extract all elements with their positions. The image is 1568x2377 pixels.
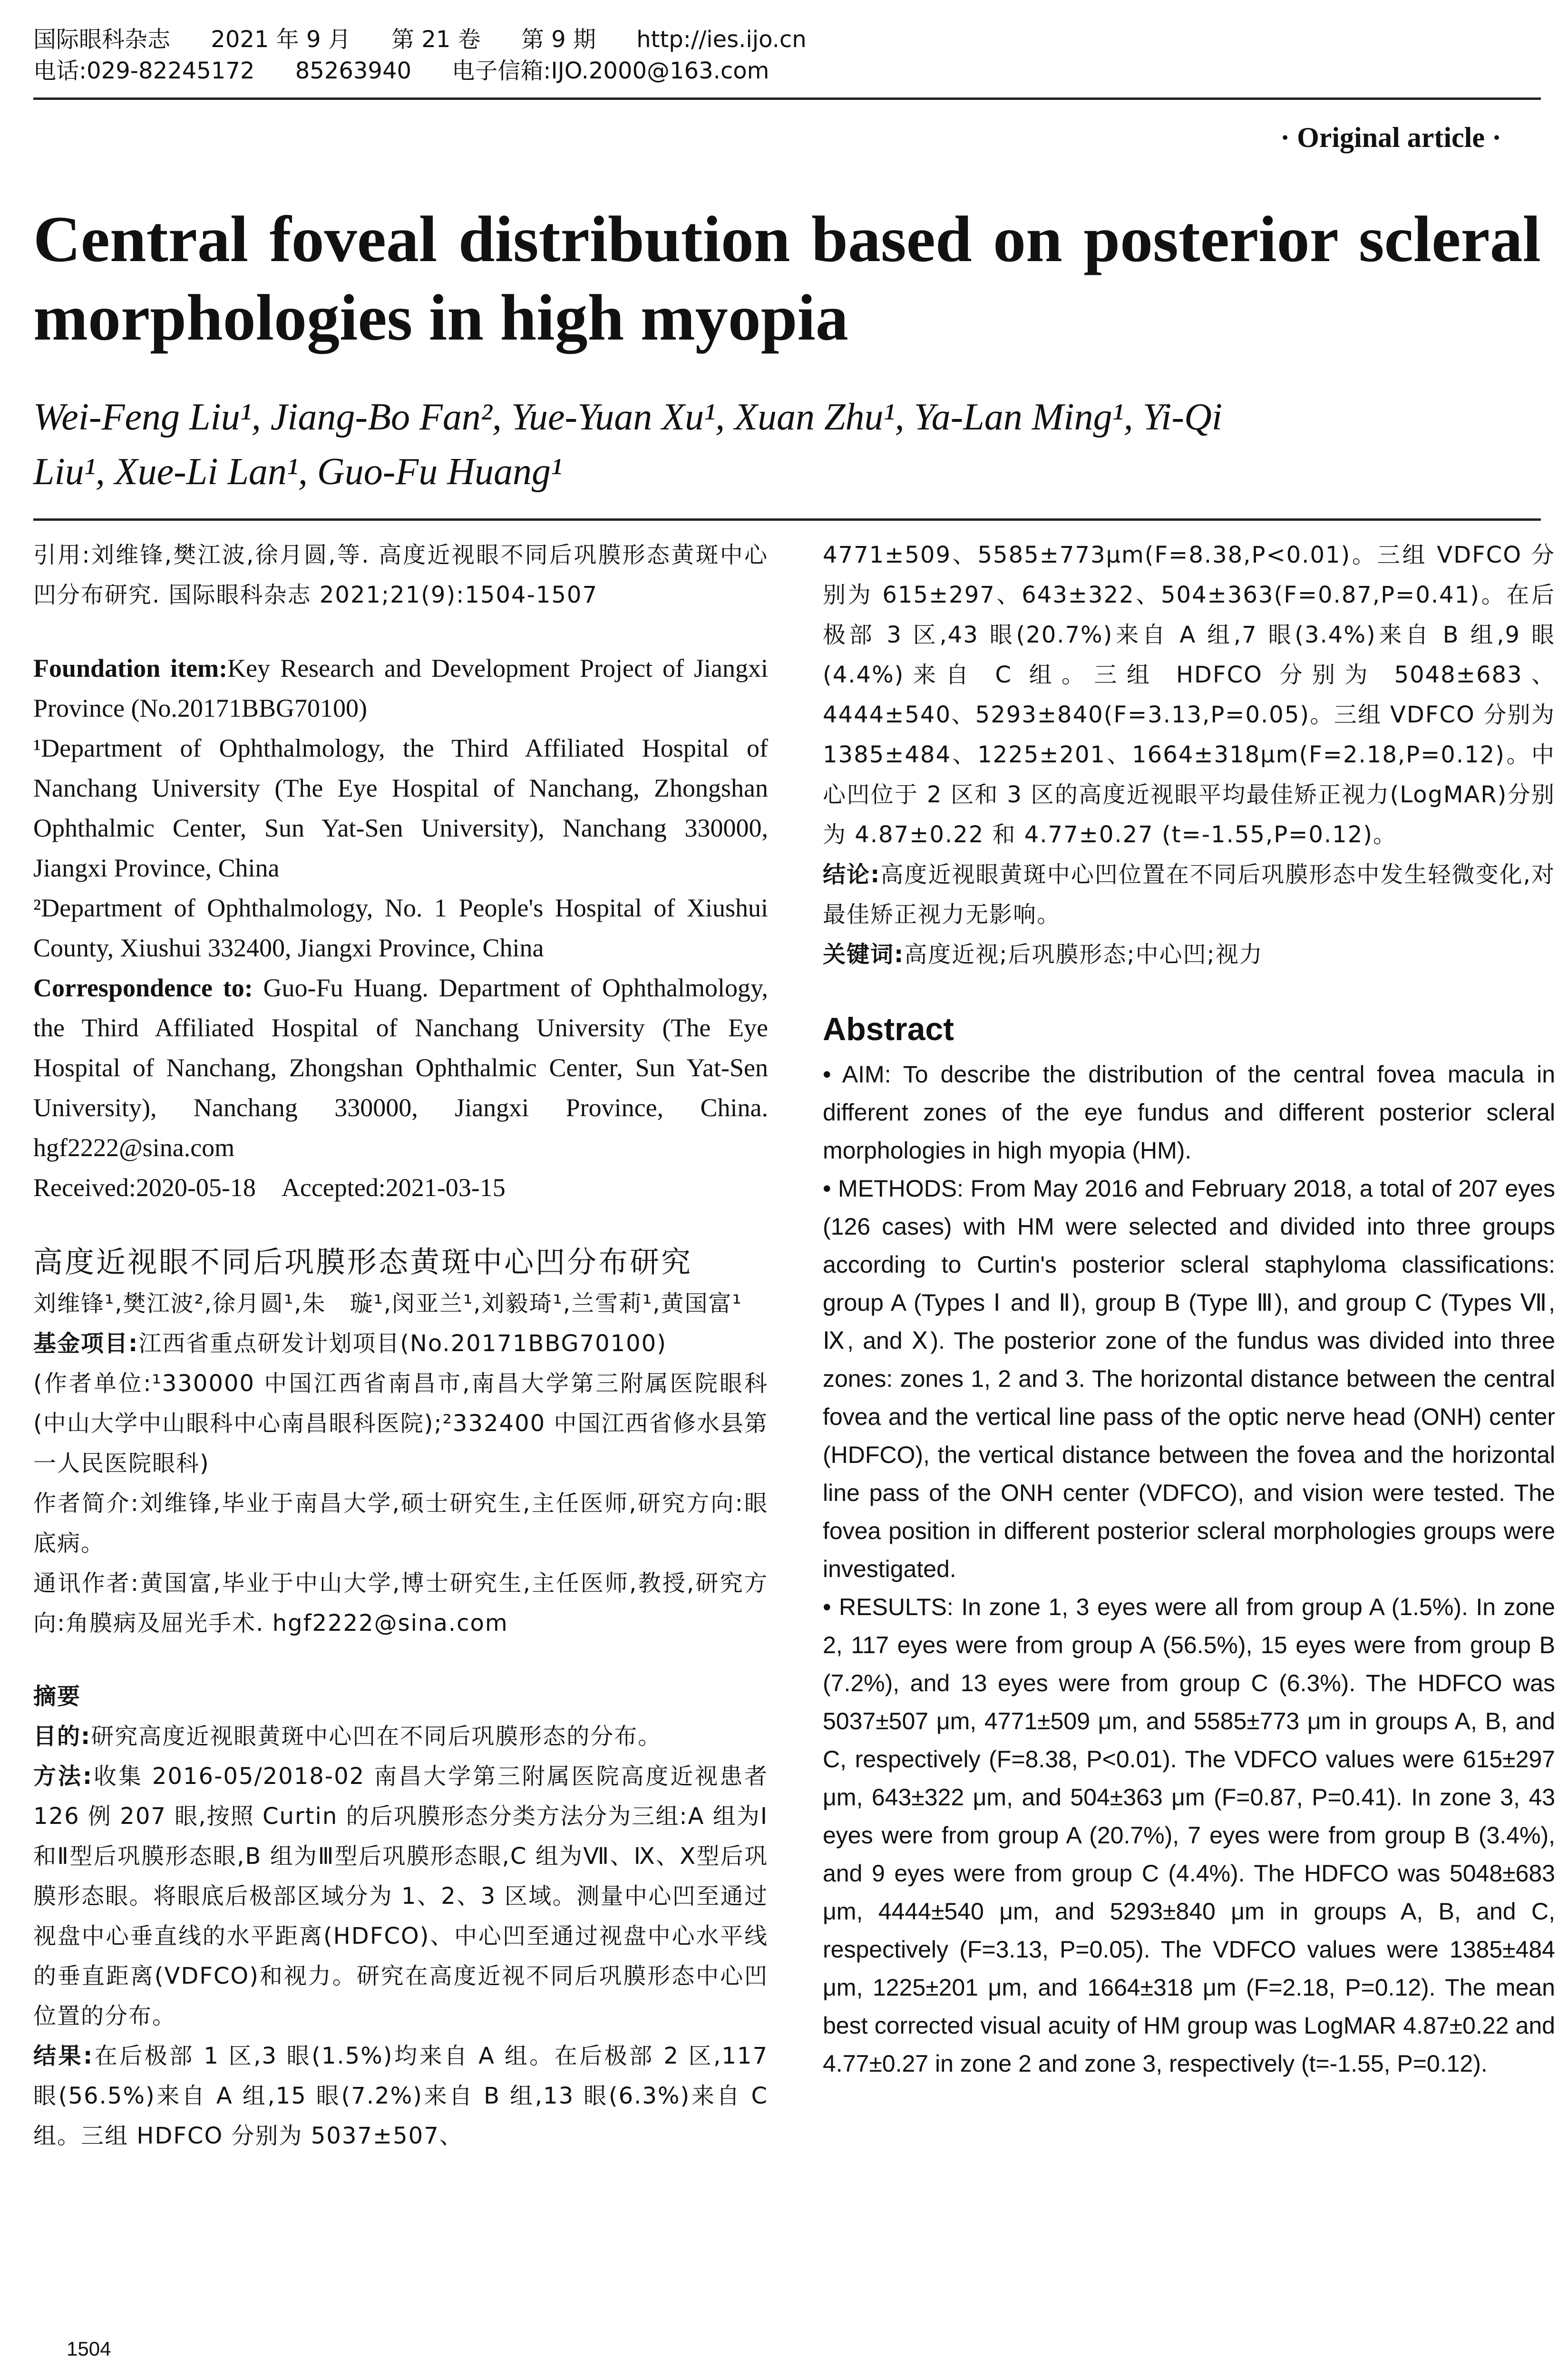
- abstract-heading: Abstract: [823, 1011, 954, 1047]
- journal-url[interactable]: http://ies.ijo.cn: [636, 26, 807, 53]
- author-line-2: Liu¹, Xue-Li Lan¹, Guo-Fu Huang¹: [33, 451, 562, 493]
- chinese-conclusion-text: 高度近视眼黄斑中心凹位置在不同后巩膜形态中发生轻微变化,对最佳矫正视力无影响。: [823, 861, 1555, 928]
- right-column: [823, 535, 1555, 2083]
- abstract-methods: [823, 1169, 1555, 1588]
- results-label: • RESULTS:: [823, 1594, 954, 1620]
- authors-rule: [33, 518, 1541, 521]
- chinese-aim: [33, 1716, 768, 1756]
- chinese-keywords-text: 高度近视;后巩膜形态;中心凹;视力: [904, 941, 1263, 968]
- methods-text: From May 2016 and February 2018, a total of 207 eyes (126 cases) with HM were selected and divided into three groups according to Curtin's posterior scleral staphyloma classifications: group A (Types Ⅰ and Ⅱ), group B (Type Ⅲ), and group C (Types Ⅶ, Ⅸ, and Ⅹ). The posterior zone of the fundus was divided into three zones: zones 1, 2 and 3. The horizontal distance between the central fovea and the vertical line pass of the optic nerve head (ONH) center (HDFCO), the vertical distance between the fovea and the horizontal line pass of the ONH center (VDFCO), and vision were tested. The fovea position in different posterior scleral morphologies groups were investigated.: [823, 1175, 1555, 1582]
- abstract-results: [823, 1588, 1555, 2083]
- correspondence: [33, 968, 768, 1168]
- chinese-results-text: 在后极部 1 区,3 眼(1.5%)均来自 A 组。在后极部 2 区,117 眼(56.5%)来自 A 组,15 眼(7.2%)来自 B 组,13 眼(6.3%)来自 C 组。三组 HDFCO 分别为 5037±507、: [33, 2043, 768, 2149]
- issue-date: 2021 年 9 月: [211, 26, 351, 53]
- issue: 第 9 期: [521, 26, 596, 53]
- email[interactable]: 电子信箱:IJO.2000@163.com: [452, 58, 769, 84]
- chinese-fund-label: 基金项目:: [33, 1330, 139, 1357]
- chinese-keywords: [823, 935, 1555, 974]
- abstract-aim: [823, 1055, 1555, 1169]
- header-line-1: [33, 24, 1541, 55]
- affiliation-1: ¹Department of Ophthalmology, the Third Affiliated Hospital of Nanchang University (The Eye Hospital of Nanchang, Zhongshan Ophthalmic Center, Sun Yat-Sen University), Nanchang 330000, Jiangxi Province, China: [33, 734, 768, 882]
- foundation-text: Key Research and Development Project of Jiangxi Province (No.20171BBG70100): [33, 654, 768, 722]
- citation: 引用:刘维锋,樊江波,徐月圆,等. 高度近视眼不同后巩膜形态黄斑中心凹分布研究. 国际眼科杂志 2021;21(9):1504-1507: [33, 542, 768, 608]
- chinese-results-continued: 4771±509、5585±773μm(F=8.38,P<0.01)。三组 VDFCO 分别为 615±297、643±322、504±363(F=0.87,P=0.41)。在后极部 3 区,43 眼(20.7%)来自 A 组,7 眼(3.4%)来自 B 组,9 眼(4.4%)来自 C 组。三组 HDFCO 分别为 5048±683、4444±540、5293±840(F=3.13,P=0.05)。三组 VDFCO 分别为 1385±484、1225±201、1664±318μm(F=2.18,P=0.12)。中心凹位于 2 区和 3 区的高度近视眼平均最佳矫正视力(LogMAR)分别为 4.87±0.22 和 4.77±0.27 (t=-1.55,P=0.12)。: [823, 542, 1555, 848]
- chinese-affiliation: (作者单位:¹330000 中国江西省南昌市,南昌大学第三附属医院眼科(中山大学中山眼科中心南昌眼科医院);²332400 中国江西省修水县第一人民医院眼科): [33, 1370, 768, 1477]
- accepted-date: Accepted:2021-03-15: [281, 1173, 506, 1202]
- chinese-aim-label: 目的:: [33, 1723, 91, 1750]
- chinese-keywords-label: 关键词:: [823, 941, 905, 968]
- chinese-correspondence: 通讯作者:黄国富,毕业于中山大学,博士研究生,主任医师,教授,研究方向:角膜病及屈光手术. hgf2222@sina.com: [33, 1570, 768, 1637]
- aim-label: • AIM:: [823, 1061, 891, 1088]
- header-line-2: [33, 55, 1541, 87]
- page-number: 1504: [67, 2338, 111, 2360]
- chinese-methods-text: 收集 2016-05/2018-02 南昌大学第三附属医院高度近视患者 126 例 207 眼,按照 Curtin 的后巩膜形态分类方法分为三组:A 组为Ⅰ和Ⅱ型后巩膜形态眼,B 组为Ⅲ型后巩膜形态眼,C 组为Ⅶ、Ⅸ、Ⅹ型后巩膜形态眼。将眼底后极部区域分为 1、2、3 区域。测量中心凹至通过视盘中心垂直线的水平距离(HDFCO)、中心凹至通过视盘中心水平线的垂直距离(VDFCO)和视力。研究在高度近视不同后巩膜形态中心凹位置的分布。: [33, 1763, 768, 2029]
- volume: 第 21 卷: [391, 26, 481, 53]
- journal-name: 国际眼科杂志: [33, 26, 171, 53]
- phone-2: 85263940: [295, 58, 412, 84]
- foundation-label: Foundation item:: [33, 654, 228, 682]
- chinese-methods: [33, 1756, 768, 2036]
- chinese-authors: 刘维锋¹,樊江波²,徐月圆¹,朱 璇¹,闵亚兰¹,刘毅琦¹,兰雪莉¹,黄国富¹: [33, 1290, 742, 1317]
- author-line-1: Wei-Feng Liu¹, Jiang-Bo Fan², Yue-Yuan Xu¹, Xuan Zhu¹, Ya-Lan Ming¹, Yi-Qi: [33, 396, 1223, 438]
- chinese-conclusion: [823, 855, 1555, 935]
- correspondence-label: Correspondence to:: [33, 974, 253, 1002]
- results-text: In zone 1, 3 eyes were all from group A (1.5%). In zone 2, 117 eyes were from group A (56.5%), 15 eyes were from group B (7.2%), and 13 eyes were from group C (6.3%). The HDFCO was 5037±507 μm, 4771±509 μm, and 5585±773 μm in groups A, B, and C, respectively (F=8.38, P<0.01). The VDFCO values were 615±297 μm, 643±322 μm, and 504±363 μm (F=0.87, P=0.41). In zone 3, 43 eyes were from group A (20.7%), 7 eyes were from group B (3.4%), and 9 eyes were from group C (4.4%). The HDFCO was 5048±683 μm, 4444±540 μm, and 5293±840 μm in groups A, B, and C, respectively (F=3.13, P=0.05). The VDFCO values were 1385±484 μm, 1225±201 μm, and 1664±318 μm (F=2.18, P=0.12). The mean best corrected visual acuity of HM group was LogMAR 4.87±0.22 and 4.77±0.27 in zone 2 and zone 3, respectively (t=-1.55, P=0.12).: [823, 1594, 1555, 2077]
- affiliation-2: ²Department of Ophthalmology, No. 1 People's Hospital of Xiushui County, Xiushui 332400, Jiangxi Province, China: [33, 894, 768, 962]
- left-column: [33, 535, 768, 2156]
- chinese-author-intro: 作者简介:刘维锋,毕业于南昌大学,硕士研究生,主任医师,研究方向:眼底病。: [33, 1490, 768, 1557]
- author-list: [33, 390, 1541, 499]
- chinese-methods-label: 方法:: [33, 1763, 93, 1790]
- article-type: · Original article ·: [1280, 122, 1501, 153]
- journal-header: [33, 24, 1541, 87]
- chinese-title: 高度近视眼不同后巩膜形态黄斑中心凹分布研究: [33, 1245, 693, 1279]
- chinese-results-label: 结果:: [33, 2043, 94, 2069]
- chinese-conclusion-label: 结论:: [823, 861, 881, 888]
- header-rule: [33, 97, 1541, 100]
- chinese-results: [33, 2036, 768, 2156]
- correspondence-text: Guo-Fu Huang. Department of Ophthalmology, the Third Affiliated Hospital of Nanchang University (The Eye Hospital of Nanchang, Zhongshan Ophthalmic Center, Sun Yat-Sen University), Nanchang 330000, Jiangxi Province, China. hgf2222@sina.com: [33, 974, 769, 1162]
- article-title: Central foveal distribution based on posterior scleral morphologies in high myopia: [33, 203, 1541, 354]
- phone: 电话:029-82245172: [33, 58, 255, 84]
- foundation-item: [33, 648, 768, 728]
- dates: [33, 1168, 768, 1208]
- chinese-abstract-heading: 摘要: [33, 1683, 81, 1710]
- chinese-aim-text: 研究高度近视眼黄斑中心凹在不同后巩膜形态的分布。: [91, 1723, 662, 1750]
- chinese-fund: [33, 1324, 768, 1364]
- chinese-fund-text: 江西省重点研发计划项目(No.20171BBG70100): [138, 1330, 667, 1357]
- received-date: Received:2020-05-18: [33, 1173, 256, 1202]
- aim-text: To describe the distribution of the central fovea macula in different zones of the eye fundus and different posterior scleral morphologies in high myopia (HM).: [823, 1061, 1555, 1164]
- methods-label: • METHODS:: [823, 1175, 964, 1202]
